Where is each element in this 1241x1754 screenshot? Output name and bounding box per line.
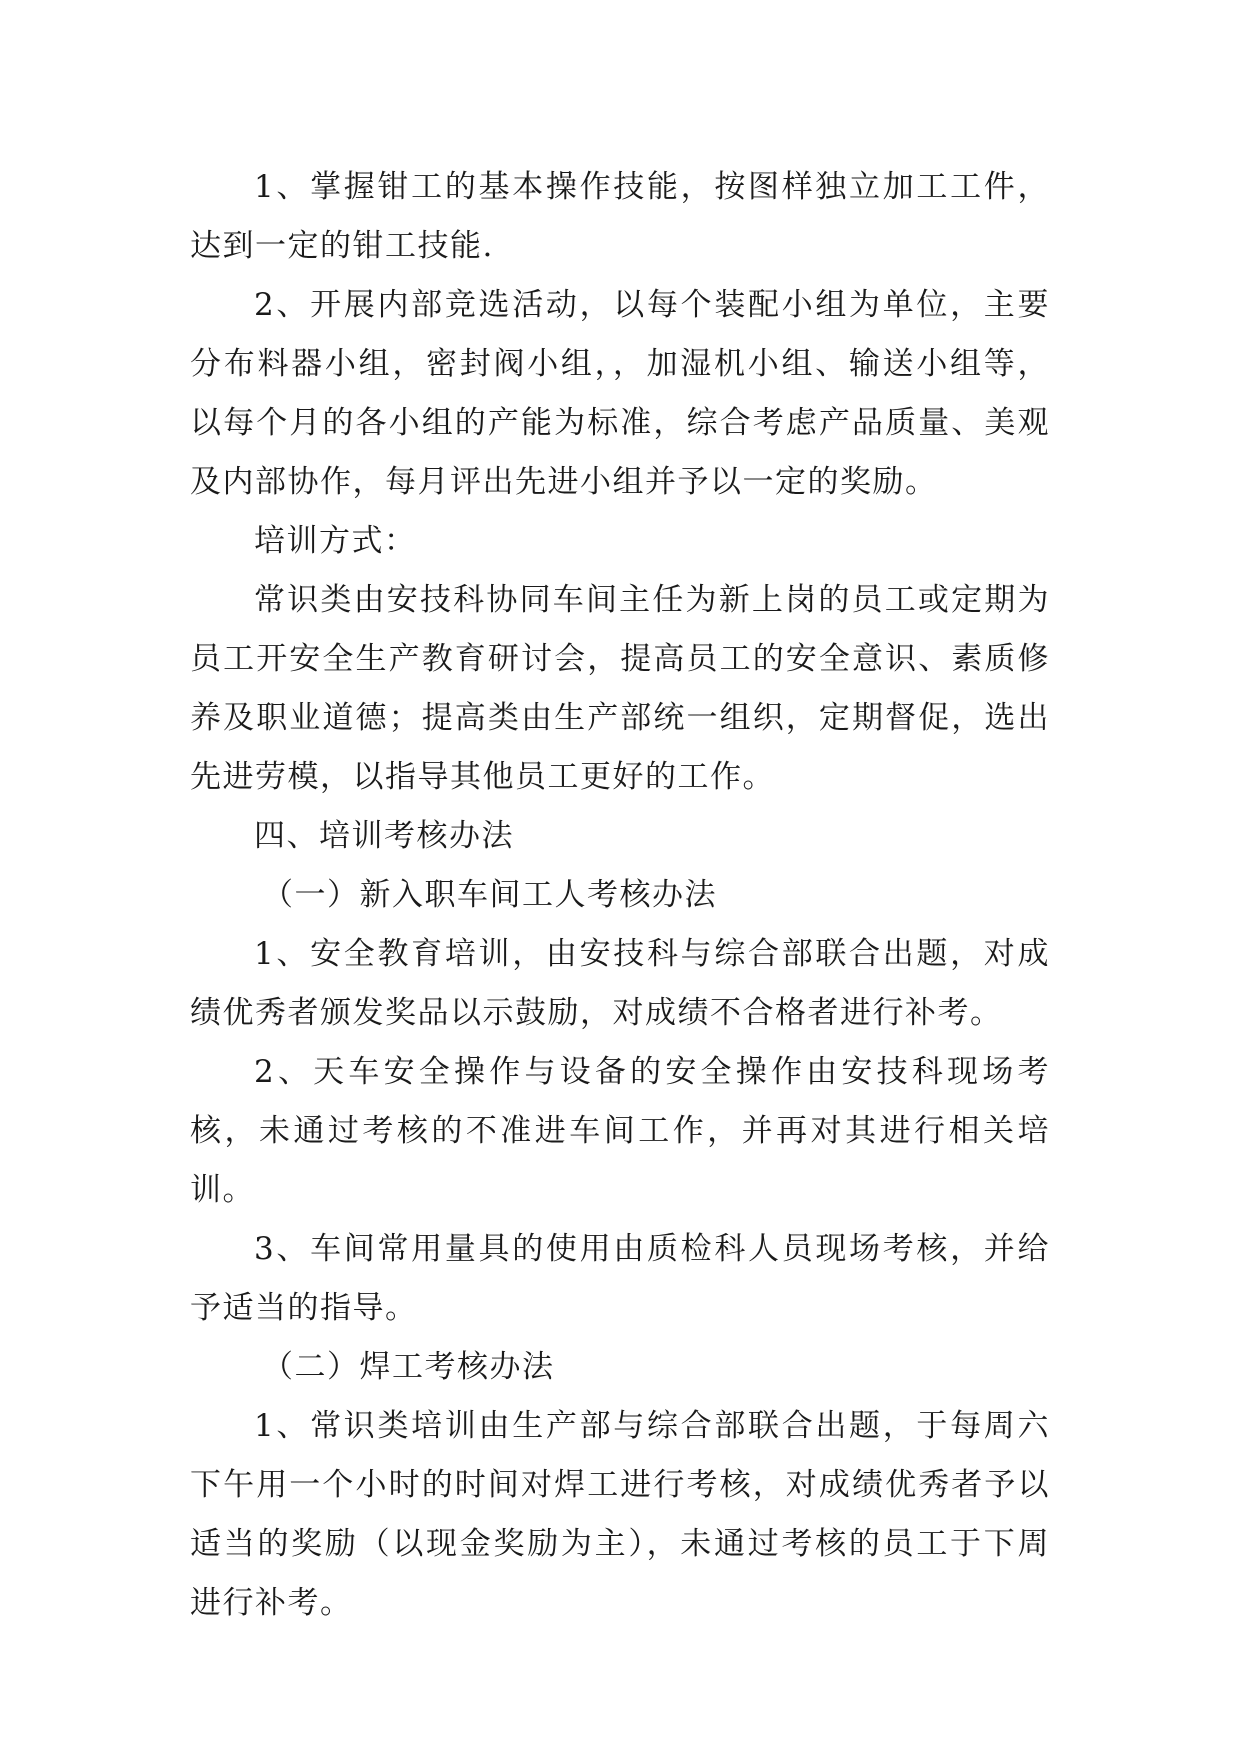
paragraph-measuring-tools: 3、车间常用量具的使用由质检科人员现场考核，并给予适当的指导。: [190, 1231, 1050, 1326]
paragraph-crane-operation: 2、天车安全操作与设备的安全操作由安技科现场考核，未通过考核的不准进车间工作，并再对其进行相关培训。: [190, 1054, 1050, 1208]
document-body: [190, 158, 1050, 1633]
paragraph-safety-training: 1、安全教育培训，由安技科与综合部联合出题，对成绩优秀者颁发奖品以示鼓励，对成绩不合格者进行补考。: [190, 936, 1050, 1031]
paragraph-group-competition: 2、开展内部竞选活动，以每个装配小组为单位，主要分布料器小组，密封阀小组，，加湿机小组、输送小组等，以每个月的各小组的产能为标准，综合考虑产品质量、美观及内部协作，每月评出先进小组并予以一定的奖励。: [190, 287, 1050, 500]
paragraph-training-method: 常识类由安技科协同车间主任为新上岗的员工或定期为员工开安全生产教育研讨会，提高员工的安全意识、素质修养及职业道德；提高类由生产部统一组织，定期督促，选出先进劳模，以指导其他员工更好的工作。: [190, 582, 1050, 795]
subsection-heading-welders: （二）焊工考核办法: [262, 1349, 555, 1385]
paragraph-welder-assessment: 1、常识类培训由生产部与综合部联合出题，于每周六下午用一个小时的时间对焊工进行考核，对成绩优秀者予以适当的奖励（以现金奖励为主），未通过考核的员工于下周进行补考。: [190, 1408, 1050, 1621]
paragraph-training-method-heading: 培训方式：: [254, 523, 417, 559]
section-heading-assessment: 四、培训考核办法: [254, 818, 514, 854]
paragraph-fitter-skill: 1、掌握钳工的基本操作技能，按图样独立加工工件，达到一定的钳工技能.: [190, 169, 1050, 264]
subsection-heading-new-workers: （一）新入职车间工人考核办法: [262, 877, 717, 913]
